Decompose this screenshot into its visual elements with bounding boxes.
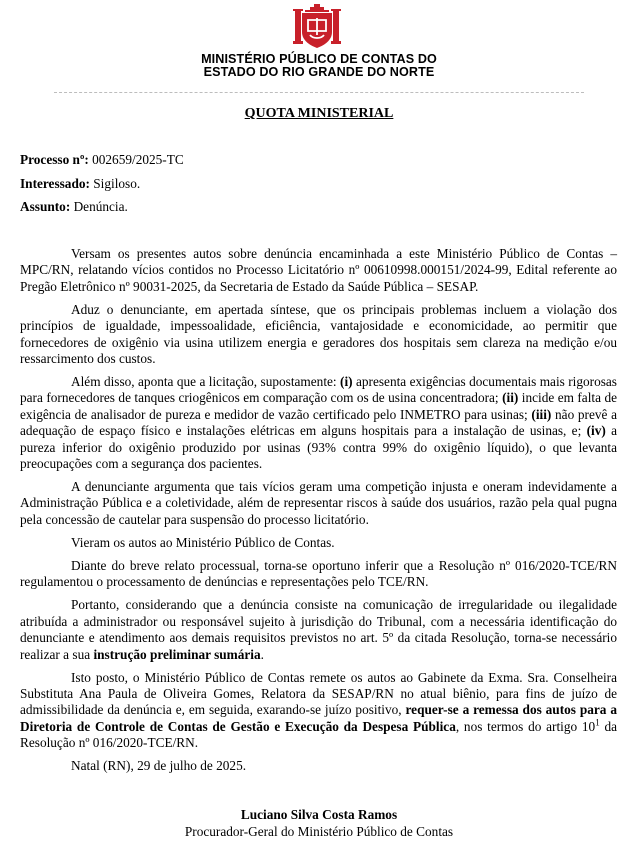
p3-marker-i: (i) [340, 374, 353, 390]
p7-end: . [260, 646, 264, 662]
paragraph-4: A denunciante argumenta que tais vícios geram uma competição injusta e oneram indevidamente a Administração Pública e a coletividade, além de representar riscos à saúde dos usuários, razão pela qual pugna pela concessão de cautelar para suspensão do processo licitatório. [20, 479, 617, 527]
p3-item-iii: não prevê a adequação de espaço físico e instalações elétricas em alguns hospitais para a instalação de usinas, e; [20, 406, 618, 439]
p3-item-i: apresenta exigências documentais mais rigorosas para fornecedores de tanques criogênicos em comparação com os de usina concentradora; [20, 374, 617, 406]
header-divider [54, 92, 584, 93]
org-name-line-2: ESTADO DO RIO GRANDE DO NORTE [203, 65, 435, 79]
p3-marker-iii: (iii) [531, 406, 552, 422]
p3-marker-iv: (iv) [586, 423, 606, 439]
signature-name: Luciano Silva Costa Ramos [240, 807, 398, 822]
p3-item-ii: incide em falta de exigência de analisador de pureza e medidor de vazão certificado pelo INMETRO para usinas; [20, 390, 617, 422]
signature-role: Procurador-Geral do Ministério Público de Contas [184, 824, 454, 839]
p3-marker-ii: (ii) [502, 390, 519, 406]
paragraph-3 [20, 374, 617, 472]
p7-text: Portanto, considerando que a denúncia consiste na comunicação de irregularidade ou ilegalidade atribuída a administrador ou responsável sujeito à jurisdição do Tribunal, com a necessária identificação do denunciante e atendimento aos demais requisitos previstos no art. 5º da citada Resolução, torna-se necessário realizar a sua [20, 597, 617, 662]
paragraph-6: Diante do breve relato processual, torna-se oportuno inferir que a Resolução nº 016/2020-TCE/RN regulamentou o processamento de denúncias e representações pelo TCE/RN. [20, 557, 617, 590]
p7-bold: instrução preliminar sumária [93, 646, 261, 662]
paragraph-8 [20, 670, 617, 752]
processo-value: 002659/2025-TC [92, 152, 184, 167]
interessado-line [20, 176, 140, 192]
assunto-line [20, 199, 128, 215]
interessado-label: Interessado: [20, 176, 90, 191]
paragraph-1: Versam os presentes autos sobre denúncia encaminhada a este Ministério Público de Contas – MPC/RN, relatando vícios contidos no Processo Licitatório nº 00610998.000151/2024-99, Edital referente ao Pregão Eletrônico nº 90031-2025, da Secretaria de Estado da Saúde Pública – SESAP. [20, 246, 617, 294]
assunto-value: Denúncia. [73, 199, 128, 214]
document-title: QUOTA MINISTERIAL [244, 106, 394, 121]
paragraph-2: Aduz o denunciante, em apertada síntese, que os principais problemas incluem a violação dos princípios de igualdade, impessoalidade, eficiência, vantajosidade e economicidade, ao permitir que fornecedores de oxigênio via usina utilizem energia e geradores dos hospitais sem clareza na medição e/ou ressarcimento dos custos. [20, 301, 617, 367]
ministerio-publico-logo [293, 4, 341, 50]
processo-line [20, 152, 184, 168]
document-body [20, 246, 617, 781]
date-line: Natal (RN), 29 de julho de 2025. [71, 758, 247, 774]
p3-intro: Além disso, aponta que a licitação, supostamente: [71, 374, 341, 390]
interessado-value: Sigiloso. [93, 176, 141, 191]
p8-text2: , nos termos do artigo 10 [455, 718, 596, 734]
p3-item-iv: a pureza inferior do oxigênio produzido por usinas (93% contra 99% do oxigênio líquido), o que levanta preocupações com a segurança dos pacientes. [20, 423, 617, 472]
p8-text: Isto posto, o Ministério Público de Contas remete os autos ao Gabinete da Exma. Sra. Conselheira Substituta Ana Paula de Oliveira Gomes, Relatora da SESAP/RN no atual biênio, para fins de juízo de admissibilidade da denúncia e, em seguida, exarando-se juízo positivo, [20, 669, 617, 718]
paragraph-5: Vieram os autos ao Ministério Público de Contas. [71, 534, 335, 550]
footnote-marker: 1 [595, 717, 600, 728]
assunto-label: Assunto: [20, 199, 71, 214]
org-name-line-1: MINISTÉRIO PÚBLICO DE CONTAS DO [201, 52, 437, 66]
paragraph-7 [20, 597, 617, 663]
p8-bold: requer-se a remessa dos autos para a Diretoria de Controle de Contas de Gestão e Execução da Despesa Pública [20, 702, 617, 734]
processo-label: Processo nº: [20, 152, 89, 167]
p8-text3: da Resolução nº 016/2020-TCE/RN. [20, 718, 618, 751]
